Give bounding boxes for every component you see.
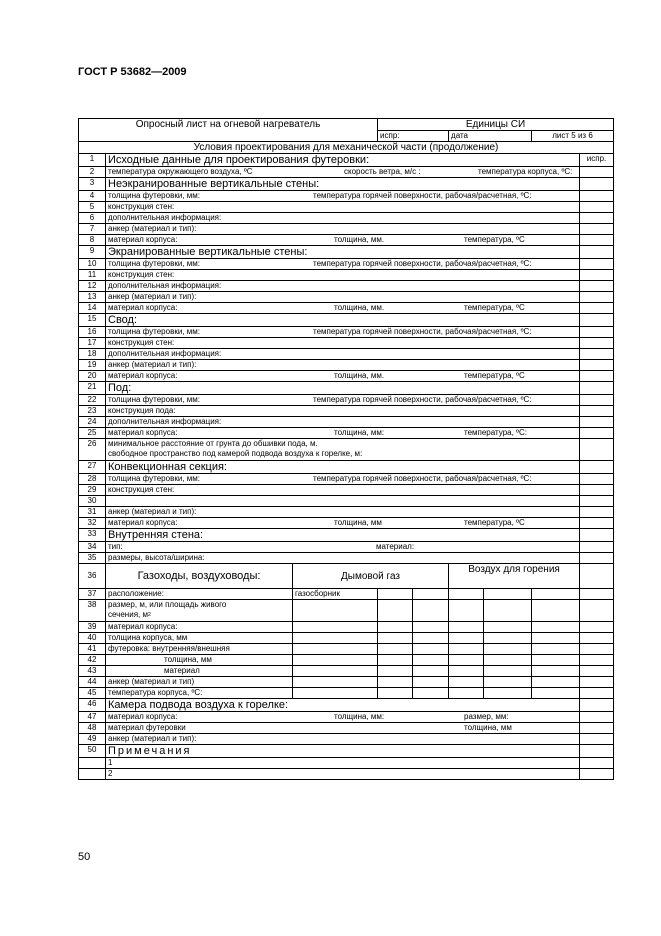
duct-value[interactable] bbox=[449, 688, 484, 699]
row-number: 26 bbox=[79, 439, 106, 461]
row-number: 49 bbox=[79, 734, 106, 745]
row-number: 11 bbox=[79, 270, 106, 281]
form-field[interactable] bbox=[106, 474, 580, 485]
duct-value[interactable] bbox=[449, 655, 484, 666]
revision-cell[interactable] bbox=[580, 406, 614, 417]
duct-value[interactable] bbox=[484, 589, 532, 600]
revision-cell[interactable] bbox=[580, 589, 614, 600]
form-field[interactable] bbox=[106, 723, 580, 734]
duct-value[interactable] bbox=[449, 600, 484, 622]
row-number: 48 bbox=[79, 723, 106, 734]
revision-cell[interactable] bbox=[580, 496, 614, 507]
form-field[interactable] bbox=[106, 303, 580, 314]
duct-field-label: анкер (материал и тип) bbox=[106, 677, 293, 688]
form-field[interactable] bbox=[106, 518, 580, 529]
form-field[interactable]: дополнительная информация: bbox=[106, 349, 580, 360]
section-heading: Исходные данные для проектирования футеровки: bbox=[106, 154, 580, 167]
field-label: минимальное расстояние от грунта до обшивки пода, м. bbox=[108, 439, 318, 448]
field-label: температура горячей поверхности, рабочая/расчетная, ºС: bbox=[313, 474, 532, 483]
duct-value[interactable] bbox=[484, 677, 532, 688]
duct-value[interactable] bbox=[532, 644, 580, 655]
form-field[interactable] bbox=[106, 712, 580, 723]
field-label: скорость ветра, м/с : bbox=[344, 167, 421, 176]
superscript: 2 bbox=[147, 612, 151, 618]
row-number: 28 bbox=[79, 474, 106, 485]
duct-value[interactable] bbox=[378, 666, 413, 677]
row-number: 7 bbox=[79, 224, 106, 235]
revision-cell[interactable] bbox=[580, 644, 614, 655]
duct-value[interactable] bbox=[413, 666, 449, 677]
duct-value[interactable] bbox=[378, 633, 413, 644]
row-number: 30 bbox=[79, 496, 106, 507]
duct-value[interactable] bbox=[293, 677, 378, 688]
row-number: 6 bbox=[79, 213, 106, 224]
row-number: 1 bbox=[79, 154, 106, 167]
section-heading: Внутренняя стена: bbox=[106, 529, 580, 542]
row-number: 5 bbox=[79, 202, 106, 213]
questionnaire-table bbox=[78, 118, 614, 780]
form-field[interactable]: конструкция стен: bbox=[106, 485, 580, 496]
row-number: 32 bbox=[79, 518, 106, 529]
field-label: температура горячей поверхности, рабочая/расчетная, ºС: bbox=[313, 395, 532, 404]
row-number: 31 bbox=[79, 507, 106, 518]
row-number: 4 bbox=[79, 191, 106, 202]
revision-cell[interactable] bbox=[580, 553, 614, 564]
duct-value[interactable] bbox=[484, 644, 532, 655]
section-heading: Камера подвода воздуха к горелке: bbox=[106, 699, 580, 712]
duct-value[interactable] bbox=[378, 655, 413, 666]
field-label: толщина футеровки, мм: bbox=[108, 395, 200, 404]
duct-value[interactable] bbox=[449, 644, 484, 655]
row-number: 14 bbox=[79, 303, 106, 314]
field-label: толщина футеровки, мм: bbox=[108, 474, 200, 483]
duct-value[interactable] bbox=[484, 666, 532, 677]
duct-value[interactable] bbox=[293, 688, 378, 699]
form-field[interactable]: конструкция стен: bbox=[106, 270, 580, 281]
form-field[interactable] bbox=[106, 496, 580, 507]
row-number bbox=[79, 769, 106, 780]
duct-value[interactable] bbox=[484, 633, 532, 644]
section-heading: Конвекционная секция: bbox=[106, 461, 580, 474]
row-number: 34 bbox=[79, 542, 106, 553]
form-field[interactable] bbox=[106, 371, 580, 382]
revision-cell[interactable] bbox=[580, 224, 614, 235]
duct-value[interactable] bbox=[532, 633, 580, 644]
form-field[interactable] bbox=[106, 439, 580, 461]
revision-cell[interactable] bbox=[580, 303, 614, 314]
revision-cell[interactable] bbox=[580, 474, 614, 485]
duct-value[interactable] bbox=[532, 589, 580, 600]
field-label: температура горячей поверхности, рабочая/расчетная, ºС: bbox=[313, 259, 532, 268]
row-number: 50 bbox=[79, 745, 106, 758]
revision-cell[interactable] bbox=[580, 281, 614, 292]
revision-cell[interactable] bbox=[580, 395, 614, 406]
row-number: 10 bbox=[79, 259, 106, 270]
duct-value[interactable] bbox=[449, 666, 484, 677]
row-number: 37 bbox=[79, 589, 106, 600]
form-field[interactable]: размеры, высота/ширина: bbox=[106, 553, 580, 564]
note-line[interactable]: 1 bbox=[106, 758, 580, 769]
duct-value[interactable] bbox=[378, 600, 413, 622]
field-label: толщина футеровки, мм: bbox=[108, 191, 200, 200]
field-label: толщина, мм. bbox=[334, 371, 385, 380]
duct-value[interactable] bbox=[293, 600, 378, 622]
form-field[interactable] bbox=[106, 259, 580, 270]
form-field[interactable] bbox=[106, 235, 580, 246]
field-label: материал корпуса: bbox=[108, 428, 178, 437]
field-label: толщина, мм bbox=[334, 518, 382, 527]
form-field[interactable] bbox=[106, 428, 580, 439]
revision-cell[interactable] bbox=[580, 677, 614, 688]
field-label: материал корпуса: bbox=[108, 712, 178, 721]
field-label: материал корпуса: bbox=[108, 371, 178, 380]
field-label: толщина, мм: bbox=[334, 712, 385, 721]
duct-value[interactable] bbox=[413, 633, 449, 644]
revision-cell[interactable] bbox=[580, 439, 614, 461]
row-number: 12 bbox=[79, 281, 106, 292]
row-number: 41 bbox=[79, 644, 106, 655]
row-number: 17 bbox=[79, 338, 106, 349]
field-label: температура, ºС bbox=[464, 303, 525, 312]
duct-value[interactable] bbox=[413, 655, 449, 666]
revision-cell[interactable] bbox=[580, 338, 614, 349]
revision-cell[interactable] bbox=[580, 769, 614, 780]
revision-cell[interactable] bbox=[580, 327, 614, 338]
field-label: материал корпуса: bbox=[108, 518, 178, 527]
row-number: 27 bbox=[79, 461, 106, 474]
section-heading: Свод: bbox=[106, 314, 580, 327]
form-field[interactable]: анкер (материал и тип): bbox=[106, 360, 580, 371]
notes-heading: Примечания bbox=[106, 745, 580, 758]
field-label: материал корпуса: bbox=[108, 303, 178, 312]
revision-cell[interactable] bbox=[580, 518, 614, 529]
duct-value[interactable] bbox=[293, 644, 378, 655]
revision-cell[interactable] bbox=[580, 259, 614, 270]
duct-value[interactable] bbox=[413, 677, 449, 688]
form-field[interactable]: дополнительная информация: bbox=[106, 281, 580, 292]
row-number: 18 bbox=[79, 349, 106, 360]
document-header: ГОСТ Р 53682—2009 bbox=[78, 66, 187, 78]
duct-value[interactable] bbox=[532, 600, 580, 622]
form-field[interactable]: анкер (материал и тип): bbox=[106, 734, 580, 745]
row-number: 39 bbox=[79, 622, 106, 633]
duct-value[interactable] bbox=[532, 622, 580, 633]
field-label: толщина, мм. bbox=[334, 235, 385, 244]
form-field[interactable]: дополнительная информация: bbox=[106, 417, 580, 428]
form-field[interactable]: дополнительная информация: bbox=[106, 213, 580, 224]
duct-value[interactable] bbox=[413, 589, 449, 600]
duct-value[interactable] bbox=[293, 666, 378, 677]
duct-value[interactable] bbox=[413, 688, 449, 699]
duct-value[interactable] bbox=[378, 688, 413, 699]
revision-cell[interactable] bbox=[580, 564, 614, 589]
field-label: материал: bbox=[376, 542, 415, 551]
revision-cell[interactable] bbox=[580, 178, 614, 191]
row-number: 45 bbox=[79, 688, 106, 699]
duct-value[interactable] bbox=[293, 655, 378, 666]
section-title: Условия проектирования для механической части (продолжение) bbox=[79, 142, 614, 154]
row-number: 19 bbox=[79, 360, 106, 371]
row-number: 35 bbox=[79, 553, 106, 564]
section-heading: Под: bbox=[106, 382, 580, 395]
revision-cell[interactable] bbox=[580, 507, 614, 518]
revision-cell[interactable] bbox=[580, 734, 614, 745]
revision-label: испр: bbox=[378, 131, 449, 142]
duct-value[interactable] bbox=[293, 633, 378, 644]
section-heading: Экранированные вертикальные стены: bbox=[106, 246, 580, 259]
note-line[interactable]: 2 bbox=[106, 769, 580, 780]
duct-value[interactable] bbox=[378, 644, 413, 655]
duct-field-label: материал корпуса: bbox=[106, 622, 293, 633]
duct-value[interactable] bbox=[449, 633, 484, 644]
duct-value[interactable] bbox=[484, 622, 532, 633]
row-number: 47 bbox=[79, 712, 106, 723]
duct-field-label: футеровка: внутренняя/внешняя bbox=[106, 644, 293, 655]
field-label: материал корпуса: bbox=[108, 235, 178, 244]
revision-cell[interactable] bbox=[580, 235, 614, 246]
duct-value[interactable]: газосборник bbox=[293, 589, 378, 600]
form-field[interactable] bbox=[106, 395, 580, 406]
field-label: температура, ºС: bbox=[464, 428, 527, 437]
revision-cell[interactable] bbox=[580, 213, 614, 224]
duct-value[interactable] bbox=[484, 655, 532, 666]
field-label: свободное пространство под камерой подвода воздуха к горелке, м: bbox=[108, 449, 363, 458]
row-number: 3 bbox=[79, 178, 106, 191]
revision-cell[interactable] bbox=[580, 758, 614, 769]
field-label: материал футеровки bbox=[108, 723, 186, 732]
row-number: 2 bbox=[79, 167, 106, 178]
revision-cell[interactable] bbox=[580, 655, 614, 666]
duct-field-label: толщина, мм bbox=[106, 655, 293, 666]
duct-field-label: температура корпуса, ºС: bbox=[106, 688, 293, 699]
field-label: тип: bbox=[108, 542, 123, 551]
row-number: 42 bbox=[79, 655, 106, 666]
revision-cell[interactable] bbox=[580, 314, 614, 327]
revision-cell[interactable] bbox=[580, 202, 614, 213]
field-label: размер, м, или площадь живого bbox=[108, 600, 227, 609]
row-number: 46 bbox=[79, 699, 106, 712]
row-number: 44 bbox=[79, 677, 106, 688]
revision-cell[interactable] bbox=[580, 723, 614, 734]
revision-cell[interactable] bbox=[580, 371, 614, 382]
form-field[interactable] bbox=[106, 327, 580, 338]
revision-cell[interactable] bbox=[580, 529, 614, 542]
row-number: 36 bbox=[79, 564, 106, 589]
form-field[interactable] bbox=[106, 191, 580, 202]
form-field[interactable]: анкер (материал и тип): bbox=[106, 292, 580, 303]
duct-value[interactable] bbox=[413, 644, 449, 655]
field-label: температура, ºС bbox=[464, 518, 525, 527]
row-number: 24 bbox=[79, 417, 106, 428]
revision-cell[interactable] bbox=[580, 270, 614, 281]
form-field[interactable]: анкер (материал и тип): bbox=[106, 507, 580, 518]
form-field[interactable]: конструкция стен: bbox=[106, 202, 580, 213]
row-number: 22 bbox=[79, 395, 106, 406]
revision-cell[interactable] bbox=[580, 246, 614, 259]
duct-value[interactable] bbox=[484, 600, 532, 622]
form-field[interactable] bbox=[106, 542, 580, 553]
revision-cell[interactable] bbox=[580, 428, 614, 439]
field-label: толщина, мм: bbox=[334, 428, 385, 437]
duct-value[interactable] bbox=[378, 677, 413, 688]
row-number: 25 bbox=[79, 428, 106, 439]
revision-cell[interactable] bbox=[580, 699, 614, 712]
ducts-heading: Газоходы, воздуховоды: bbox=[106, 564, 293, 589]
units-label: Единицы СИ bbox=[378, 119, 614, 131]
duct-value[interactable] bbox=[378, 622, 413, 633]
revision-cell[interactable] bbox=[580, 292, 614, 303]
row-number bbox=[79, 758, 106, 769]
row-number: 29 bbox=[79, 485, 106, 496]
field-label: температура, ºС bbox=[464, 235, 525, 244]
duct-field-label: материал bbox=[106, 666, 293, 677]
row-number: 9 bbox=[79, 246, 106, 259]
duct-value[interactable] bbox=[484, 688, 532, 699]
revision-cell[interactable] bbox=[580, 745, 614, 758]
row-number: 13 bbox=[79, 292, 106, 303]
row-number: 43 bbox=[79, 666, 106, 677]
section-heading: Неэкранированные вертикальные стены: bbox=[106, 178, 580, 191]
revision-column-label: испр. bbox=[580, 154, 614, 167]
duct-value[interactable] bbox=[293, 622, 378, 633]
revision-cell[interactable] bbox=[580, 600, 614, 622]
revision-cell[interactable] bbox=[580, 360, 614, 371]
duct-value[interactable] bbox=[449, 589, 484, 600]
duct-value[interactable] bbox=[532, 688, 580, 699]
row-number: 21 bbox=[79, 382, 106, 395]
revision-cell[interactable] bbox=[580, 461, 614, 474]
field-label: размер, мм: bbox=[464, 712, 509, 721]
field-label: температура горячей поверхности, рабочая/расчетная, ºС: bbox=[313, 191, 532, 200]
row-number: 16 bbox=[79, 327, 106, 338]
form-field[interactable]: конструкция пода: bbox=[106, 406, 580, 417]
field-label: температура, ºС bbox=[464, 371, 525, 380]
duct-value[interactable] bbox=[449, 677, 484, 688]
revision-cell[interactable] bbox=[580, 417, 614, 428]
duct-field-label: толщина корпуса, мм bbox=[106, 633, 293, 644]
field-label: толщина футеровки, мм: bbox=[108, 259, 200, 268]
revision-cell[interactable] bbox=[580, 688, 614, 699]
duct-value[interactable] bbox=[378, 589, 413, 600]
combustion-air-heading: Воздух для горения bbox=[449, 564, 580, 589]
revision-cell[interactable] bbox=[580, 485, 614, 496]
row-number: 8 bbox=[79, 235, 106, 246]
duct-value[interactable] bbox=[532, 666, 580, 677]
flue-gas-heading: Дымовой газ bbox=[293, 564, 449, 589]
page-number: 50 bbox=[78, 851, 91, 863]
field-label: температура окружающего воздуха, ºС bbox=[108, 167, 253, 176]
form-title: Опросный лист на огневой нагреватель bbox=[79, 119, 378, 142]
revision-cell[interactable] bbox=[580, 382, 614, 395]
field-label: толщина, мм bbox=[464, 723, 512, 732]
sheet-label: лист 5 из 6 bbox=[532, 131, 614, 142]
revision-cell[interactable] bbox=[580, 633, 614, 644]
field-label: сечения, м bbox=[108, 610, 148, 619]
row-number: 23 bbox=[79, 406, 106, 417]
form-title-row bbox=[79, 119, 614, 131]
row-number: 15 bbox=[79, 314, 106, 327]
field-label: температура горячей поверхности, рабочая/расчетная, ºС: bbox=[313, 327, 532, 336]
revision-cell[interactable] bbox=[580, 191, 614, 202]
revision-cell[interactable] bbox=[580, 349, 614, 360]
form-field[interactable] bbox=[106, 167, 580, 178]
form-field[interactable]: анкер (материал и тип): bbox=[106, 224, 580, 235]
row-number: 33 bbox=[79, 529, 106, 542]
field-label: толщина футеровки, мм: bbox=[108, 327, 200, 336]
revision-cell[interactable] bbox=[580, 622, 614, 633]
duct-value[interactable] bbox=[532, 655, 580, 666]
field-label: толщина, мм. bbox=[334, 303, 385, 312]
duct-field-label bbox=[106, 600, 293, 622]
form-field[interactable]: конструкция стен: bbox=[106, 338, 580, 349]
revision-cell[interactable] bbox=[580, 167, 614, 178]
revision-cell[interactable] bbox=[580, 666, 614, 677]
duct-value[interactable] bbox=[413, 600, 449, 622]
field-label: температура корпуса, ºС: bbox=[478, 167, 573, 176]
row-number: 20 bbox=[79, 371, 106, 382]
duct-value[interactable] bbox=[449, 622, 484, 633]
duct-value[interactable] bbox=[413, 622, 449, 633]
duct-value[interactable] bbox=[532, 677, 580, 688]
revision-cell[interactable] bbox=[580, 712, 614, 723]
row-number: 40 bbox=[79, 633, 106, 644]
row-number: 38 bbox=[79, 600, 106, 622]
date-label: дата bbox=[449, 131, 532, 142]
revision-cell[interactable] bbox=[580, 542, 614, 553]
duct-field-label: расположение: bbox=[106, 589, 293, 600]
